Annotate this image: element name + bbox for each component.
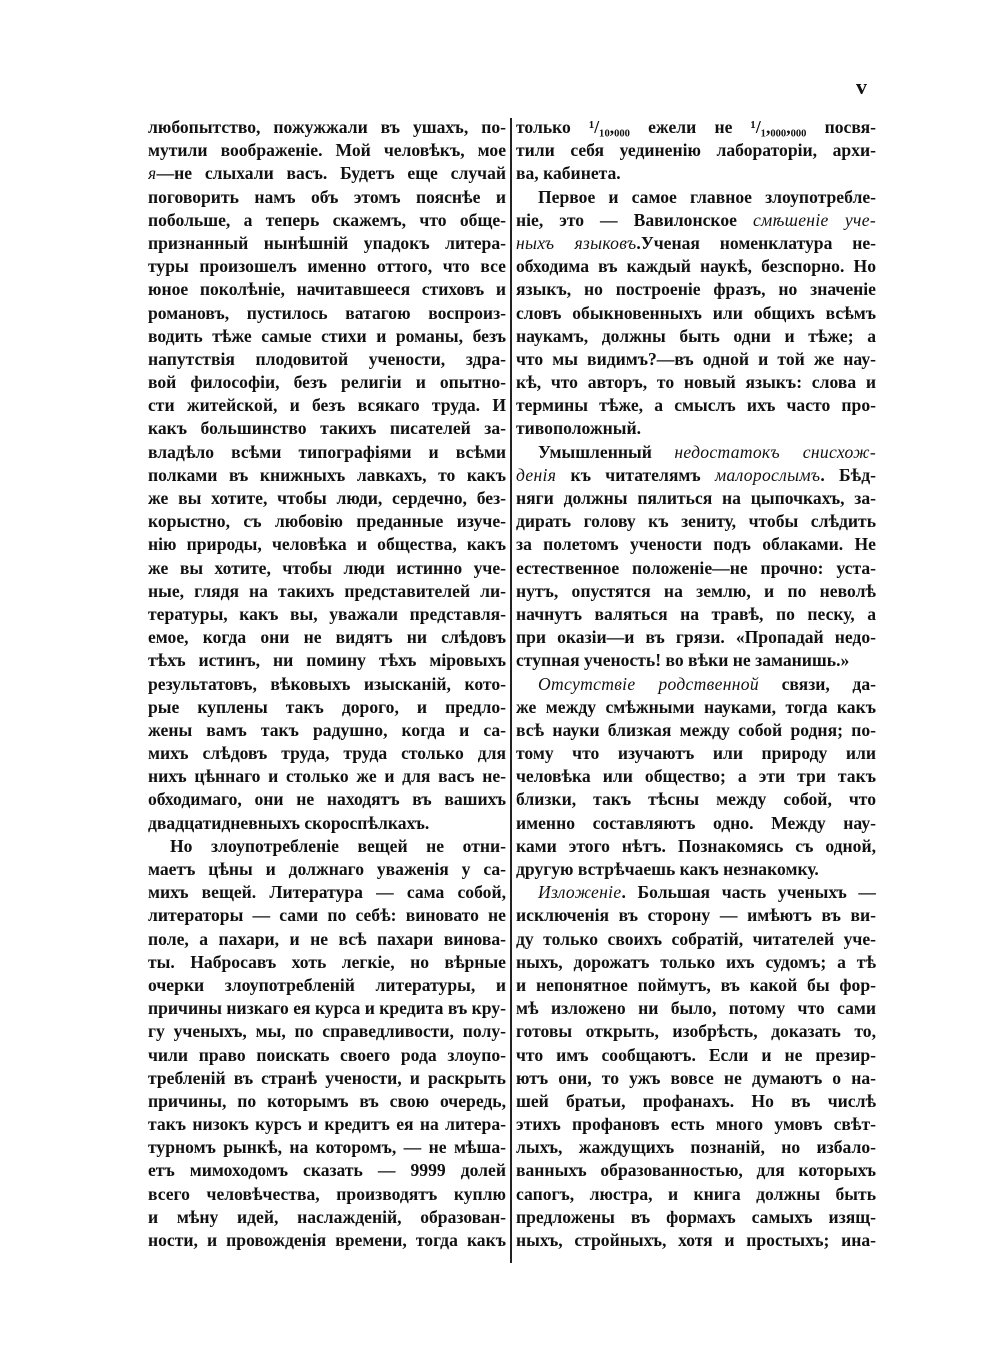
text-segment: и непонятное поймутъ, въ какой бы фор- (516, 974, 876, 995)
page-number: v (856, 74, 867, 99)
text-segment: ванныхъ образованностью, для которыхъ (516, 1160, 876, 1181)
text-segment: сти житейской, и безъ всякаго труда. И (148, 395, 506, 416)
text-segment: наукамъ, должны быть одни и тѣже; а (516, 325, 876, 346)
text-segment: турномъ рынкѣ, на которомъ, — не мѣша- (148, 1137, 506, 1158)
text-line (516, 278, 876, 301)
text-segment: требленій въ странѣ учености, и раскрыть (148, 1067, 506, 1088)
text-line (516, 696, 876, 719)
text-line (516, 394, 876, 417)
text-line (516, 858, 876, 881)
text-line (516, 464, 876, 487)
text-segment: рые куплены такъ дорого, и предло- (148, 696, 506, 717)
text-segment: Но злоупотребленіе вещей не отни- (170, 835, 506, 856)
text-line (516, 116, 876, 139)
text-segment: вой философіи, безъ религіи и опытно- (148, 372, 506, 393)
text-segment: Первое и самое главное злоупотребле- (538, 186, 876, 207)
text-segment: обходима въ каждый наукѣ, безспорно. Но (516, 256, 876, 277)
text-segment: именно составляютъ одно. Между нау- (516, 812, 876, 833)
text-line (516, 881, 876, 904)
text-segment: близки, такъ тѣсны между собой, что (516, 789, 876, 810)
text-segment: причины низкаго ея курса и кредита въ кру- (148, 998, 506, 1019)
text-line (148, 139, 506, 162)
text-segment: обходимаго, они не находятъ въ вашихъ (148, 789, 506, 810)
text-segment: тѣхъ истинъ, ни помину тѣхъ міровыхъ (148, 650, 506, 671)
text-segment: при оказіи—и въ грязи. «Пропадай недо- (516, 627, 876, 648)
right-column (516, 116, 876, 1252)
italic-text: недостатокъ снисхож- (674, 441, 876, 462)
text-segment: литераторы — сами по себѣ: виновато не (148, 905, 506, 926)
italic-text: малорослымъ (714, 464, 821, 485)
text-line (148, 881, 506, 904)
text-line (148, 858, 506, 881)
italic-text: ныхъ языковъ (516, 232, 637, 253)
text-line (516, 417, 876, 440)
text-line (516, 1090, 876, 1113)
text-segment: Умышленный (538, 441, 675, 462)
text-line (148, 603, 506, 626)
text-segment: дирать голову къ зениту, чтобы слѣдить (516, 511, 876, 532)
italic-text: смѣшеніе уче- (752, 209, 876, 230)
text-line (516, 1206, 876, 1229)
text-segment: лыхъ, жаждущихъ познаній, но избало- (516, 1137, 876, 1158)
text-segment: ныхъ, дорожатъ только ихъ судомъ; а тѣ (516, 951, 876, 972)
text-segment: исключенія въ сторону — имѣютъ въ ви- (516, 905, 876, 926)
text-line (516, 371, 876, 394)
text-segment: причины, по которымъ въ свою очередь, (148, 1090, 506, 1111)
text-line (148, 464, 506, 487)
text-segment: естественное положеніе—не прочно: уста- (516, 557, 876, 578)
text-line (148, 186, 506, 209)
text-line (148, 1183, 506, 1206)
text-line (148, 371, 506, 394)
text-line (148, 904, 506, 927)
text-segment: михъ слѣдовъ труда, труда столько для (148, 743, 506, 764)
text-line (148, 951, 506, 974)
text-line (148, 1067, 506, 1090)
text-segment: и мѣну идей, наслажденій, образован- (148, 1206, 506, 1227)
text-line (148, 742, 506, 765)
text-segment: емое, когда они не видятъ ни слѣдовъ (148, 627, 506, 648)
text-line (516, 209, 876, 232)
text-line (148, 325, 506, 348)
text-line (148, 580, 506, 603)
text-segment: полками въ книжныхъ лавкахъ, то какъ (148, 464, 506, 485)
text-segment: владѣло всѣми типографіями и всѣми (148, 441, 506, 462)
text-segment: туры произошелъ именно оттого, что все (148, 256, 506, 277)
text-segment: ніе, это — Вавилонское (516, 209, 753, 230)
text-line (516, 348, 876, 371)
text-line (516, 742, 876, 765)
text-segment: ва, кабинета. (516, 163, 621, 184)
text-segment: связи, да- (758, 673, 876, 694)
text-segment: водить тѣже самые стихи и романы, безъ (148, 325, 506, 346)
column-divider (510, 118, 512, 1263)
text-line (148, 835, 506, 858)
text-segment: только ¹/₁₀,₀₀₀ ежели не ¹/₁,₀₀₀,₀₀₀ посвя- (516, 117, 876, 137)
text-segment: ты. Набросавъ хоть легкіе, но вѣрные (148, 951, 506, 972)
text-segment: чили право поискать своего рода злоупо- (148, 1044, 506, 1065)
text-segment: человѣка или общество; а эти три такъ (516, 766, 876, 787)
text-line (148, 487, 506, 510)
text-line (516, 1229, 876, 1252)
text-line (516, 557, 876, 580)
text-segment: —не слыхали васъ. Будетъ еще случай (156, 163, 506, 184)
text-segment: мѣ изложено ни было, потому что сами (516, 998, 876, 1019)
text-line (516, 649, 876, 672)
text-line (148, 162, 506, 185)
text-segment: ютъ они, то ужъ вовсе не думаютъ о на- (516, 1067, 876, 1088)
text-line (148, 1044, 506, 1067)
text-line (148, 1090, 506, 1113)
text-line (148, 765, 506, 788)
text-segment: готовы открыть, изобрѣсть, доказать то, (516, 1021, 876, 1042)
text-line (148, 626, 506, 649)
text-line (148, 719, 506, 742)
text-segment: нію природы, человѣка и общества, какъ (148, 534, 506, 555)
text-line (148, 1020, 506, 1043)
text-segment: всѣ науки близкая между собой родня; по- (516, 719, 876, 740)
text-line (516, 1183, 876, 1206)
text-segment: маетъ цѣны и должнаго уваженія у са- (148, 859, 506, 879)
text-line (148, 232, 506, 255)
text-line (148, 812, 506, 835)
text-segment: языкъ, но построеніе фразъ, но значеніе (516, 279, 876, 300)
text-segment: очерки злоупотребленій литературы, и (148, 974, 506, 995)
text-segment: поле, а пахари, и не всѣ пахари винова- (148, 928, 506, 949)
text-line (148, 974, 506, 997)
text-segment: тературы, какъ вы, уважали представля- (148, 603, 506, 624)
text-segment: же вы хотите, чтобы люди истинно уче- (148, 557, 506, 578)
text-line (148, 557, 506, 580)
text-line (516, 580, 876, 603)
text-segment: напутствія плодовитой учености, здра- (148, 348, 506, 369)
text-line (148, 928, 506, 951)
text-line (148, 441, 506, 464)
text-segment: ные, глядя на такихъ представителей ли- (148, 580, 506, 601)
text-line (516, 626, 876, 649)
text-line (516, 928, 876, 951)
text-segment: же вы хотите, чтобы люди, сердечно, без- (148, 488, 506, 508)
text-segment: этихъ профановъ есть много умовъ свѣт- (516, 1114, 876, 1135)
text-segment: нутъ, опустятся на землю, и по неволѣ (516, 580, 876, 601)
text-line (148, 696, 506, 719)
text-segment: побольше, а теперь скажемъ, что обще- (148, 209, 506, 230)
text-segment: къ читателямъ (556, 464, 715, 485)
text-segment: что имъ сообщаютъ. Если и не презир- (516, 1044, 876, 1065)
text-segment: же между смѣжными науками, тогда какъ (516, 696, 876, 717)
text-segment: поговорить намъ объ этомъ пояснѣе и (148, 186, 506, 207)
text-segment: .Ученая номенклатура не- (636, 232, 876, 253)
text-line (148, 348, 506, 371)
text-line (148, 533, 506, 556)
text-line (516, 1136, 876, 1159)
text-line (516, 788, 876, 811)
text-segment: ступная ученость! во вѣки не заманишь.» (516, 650, 850, 671)
text-line (148, 1159, 506, 1182)
text-segment: ныхъ, стройныхъ, хотя и простыхъ; ина- (516, 1230, 876, 1250)
text-segment: всего человѣчества, производятъ куплю (148, 1183, 506, 1204)
text-line (516, 835, 876, 858)
text-segment: такъ низокъ курсъ и кредитъ ея на литера- (148, 1114, 506, 1135)
text-segment: жены вамъ такъ радушно, когда и са- (148, 719, 506, 740)
italic-text: денія (516, 464, 557, 485)
text-line (148, 1136, 506, 1159)
text-line (148, 209, 506, 232)
left-column (148, 116, 506, 1252)
text-segment: . Бѣд- (820, 464, 876, 485)
text-segment: кѣ, что авторъ, то новый языкъ: слова и (516, 372, 876, 393)
text-segment: тили себя уединенію лабораторіи, архи- (516, 140, 876, 161)
text-line (516, 1113, 876, 1136)
text-line (516, 162, 876, 185)
text-segment: михъ вещей. Литература — сама собой, (148, 882, 506, 903)
text-line (148, 649, 506, 672)
text-line (148, 1113, 506, 1136)
text-line (516, 1044, 876, 1067)
text-line (516, 673, 876, 696)
text-line (516, 904, 876, 927)
text-segment: двадцатидневныхъ скороспѣлкахъ. (148, 812, 430, 833)
italic-text: я (148, 163, 157, 184)
text-segment: шей братьи, профанахъ. Но въ числѣ (516, 1090, 876, 1111)
text-segment: няги должны пялиться на цыпочкахъ, за- (516, 488, 876, 508)
text-line (148, 302, 506, 325)
text-segment: что мы видимъ?—въ одной и той же нау- (516, 348, 876, 369)
text-segment: за полетомъ учености подъ облаками. Не (516, 534, 876, 555)
text-line (148, 510, 506, 533)
text-line (516, 510, 876, 533)
text-segment: результатовъ, вѣковыхъ изысканій, кото- (148, 673, 506, 694)
text-segment: ками этого нѣтъ. Познакомясь съ одной, (516, 835, 876, 856)
text-segment: любопытство, пожужжали въ ушахъ, по- (148, 117, 506, 137)
text-line (148, 673, 506, 696)
text-line (516, 232, 876, 255)
text-line (148, 997, 506, 1020)
text-segment: начнутъ валяться на травѣ, по песку, а (516, 603, 876, 624)
text-segment: предложены въ формахъ самыхъ изящ- (516, 1206, 876, 1227)
text-line (148, 1229, 506, 1252)
text-line (148, 278, 506, 301)
text-segment: тому что изучаютъ или природу или (516, 743, 876, 764)
text-line (516, 139, 876, 162)
text-line (516, 1067, 876, 1090)
text-line (516, 302, 876, 325)
text-segment: другую встрѣчаешь какъ незнакомку. (516, 859, 819, 879)
text-line (148, 1206, 506, 1229)
text-line (516, 533, 876, 556)
text-line (516, 765, 876, 788)
text-line (516, 603, 876, 626)
text-segment: юное поколѣніе, начитавшееся стиховъ и (148, 279, 506, 300)
text-segment: етъ мимоходомъ сказать — 9999 долей (148, 1160, 506, 1181)
text-segment: гу ученыхъ, мы, по справедливости, полу- (148, 1021, 506, 1042)
text-segment: словъ обыкновенныхъ или общихъ всѣмъ (516, 302, 876, 323)
text-segment: мутили воображеніе. Мой человѣкъ, мое (148, 140, 506, 161)
text-line (516, 441, 876, 464)
text-line (148, 394, 506, 417)
text-line (516, 951, 876, 974)
text-line (516, 812, 876, 835)
text-segment: сапогъ, люстра, и книга должны быть (516, 1183, 876, 1204)
text-segment: . Большая часть ученыхъ — (621, 882, 876, 903)
text-line (516, 1159, 876, 1182)
text-segment: романовъ, пустилось ватагою воспроиз- (148, 302, 506, 323)
italic-text: Отсутствіе родственной (538, 673, 759, 694)
text-line (516, 997, 876, 1020)
text-line (516, 719, 876, 742)
text-line (148, 116, 506, 139)
text-segment: признанный нынѣшній упадокъ литера- (148, 232, 506, 253)
text-line (148, 788, 506, 811)
text-segment: тивоположный. (516, 418, 642, 439)
italic-text: Изложеніе (538, 882, 622, 903)
text-line (516, 974, 876, 997)
text-segment: нихъ цѣннаго и столько же и для васъ не- (148, 766, 506, 787)
text-line (148, 417, 506, 440)
text-segment: ду только своихъ собратій, читателей уче- (516, 928, 876, 949)
text-line (516, 1020, 876, 1043)
text-segment: термины тѣже, а смыслъ ихъ часто про- (516, 395, 876, 416)
text-line (516, 487, 876, 510)
text-segment: корыстно, съ любовію преданные изуче- (148, 511, 506, 532)
text-line (148, 255, 506, 278)
text-line (516, 255, 876, 278)
text-segment: ности, и провожденія времени, тогда какъ (148, 1230, 506, 1250)
text-line (516, 325, 876, 348)
text-segment: какъ большинство такихъ писателей за- (148, 418, 506, 439)
text-line (516, 186, 876, 209)
